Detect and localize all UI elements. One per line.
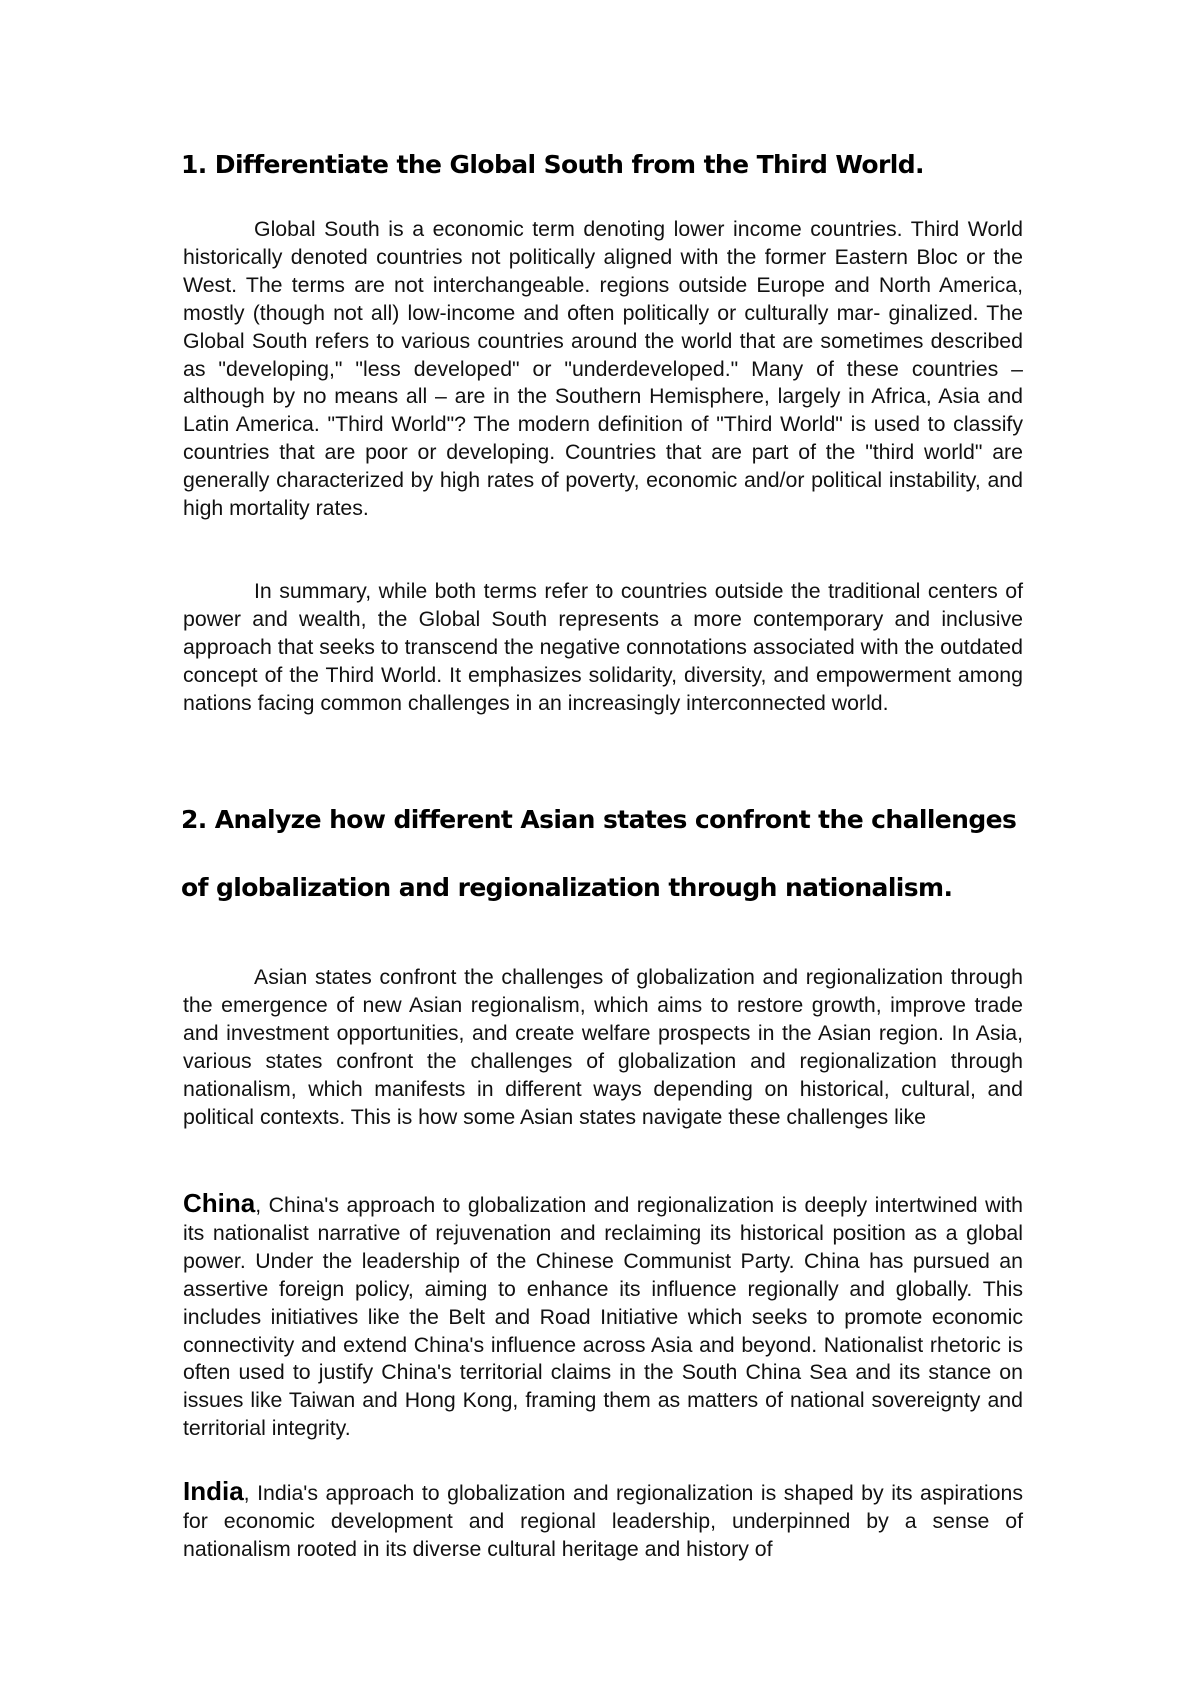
section-2-paragraph-1-text: Asian states confront the challenges of globalization and regionalization through the emergence of new Asian regionalism, which aims to restore growth, improve trade and investment opportunities, and create welfare prospects in the Asian region. In Asia, various states confront the challenges of globalization and regionalization through nationalism, which manifests in different ways depending on historical, cultural, and political contexts. This is how some Asian states navigate these challenges like [183, 965, 1023, 1129]
section-1-paragraph-1-text: Global South is a economic term denoting lower income countries. Third World historically denoted countries not politically aligned with the former Eastern Bloc or the West. The terms are not interchangeable. regions outside Europe and North America, mostly (though not all) low-income and often politically or culturally mar- ginalized. The Global South refers to various countries around the world that are sometimes described as "developing," "less developed" or "underdeveloped." Many of these countries – although by no means all – are in the Southern Hemisphere, largely in Africa, Asia and Latin America. "Third World"? The modern definition of "Third World" is used to classify countries that are poor or developing. Countries that are part of the "third world" are generally characterized by high rates of poverty, economic and/or political instability, and high mortality rates. [183, 217, 1023, 521]
india-paragraph-text: , India's approach to globalization and regionalization is shaped by its aspirations for economic development and regional leadership, underpinned by a sense of nationalism rooted in its diverse cultural heritage and history of [183, 1481, 1023, 1561]
india-label: India [183, 1476, 244, 1506]
india-paragraph [183, 1478, 1023, 1564]
section-2-paragraph-1 [183, 964, 1023, 1131]
section-1-paragraph-2 [183, 578, 1023, 718]
china-paragraph-text: , China's approach to globalization and regionalization is deeply intertwined with its nationalist narrative of rejuvenation and reclaiming its historical position as a global power. Under the leadership of the Chinese Communist Party. China has pursued an assertive foreign policy, aiming to enhance its influence regionally and globally. This includes initiatives like the Belt and Road Initiative which seeks to promote economic connectivity and extend China's influence across Asia and beyond. Nationalist rhetoric is often used to justify China's territorial claims in the South China Sea and its stance on issues like Taiwan and Hong Kong, framing them as matters of national sovereignty and territorial integrity. [183, 1193, 1023, 1441]
section-2-heading-line-1: 2. Analyze how different Asian states confront the challenges [181, 805, 1017, 834]
document-page [183, 0, 1023, 1696]
china-paragraph [183, 1190, 1023, 1443]
section-1-paragraph-1 [183, 216, 1023, 523]
china-label: China [183, 1188, 256, 1218]
section-1-paragraph-2-text: In summary, while both terms refer to countries outside the traditional centers of power and wealth, the Global South represents a more contemporary and inclusive approach that seeks to transcend the negative connotations associated with the outdated concept of the Third World. It emphasizes solidarity, diversity, and empowerment among nations facing common challenges in an increasingly interconnected world. [183, 579, 1023, 715]
section-1-heading: 1. Differentiate the Global South from the Third World. [181, 150, 924, 179]
section-2-heading-line-2: of globalization and regionalization through nationalism. [181, 873, 953, 902]
